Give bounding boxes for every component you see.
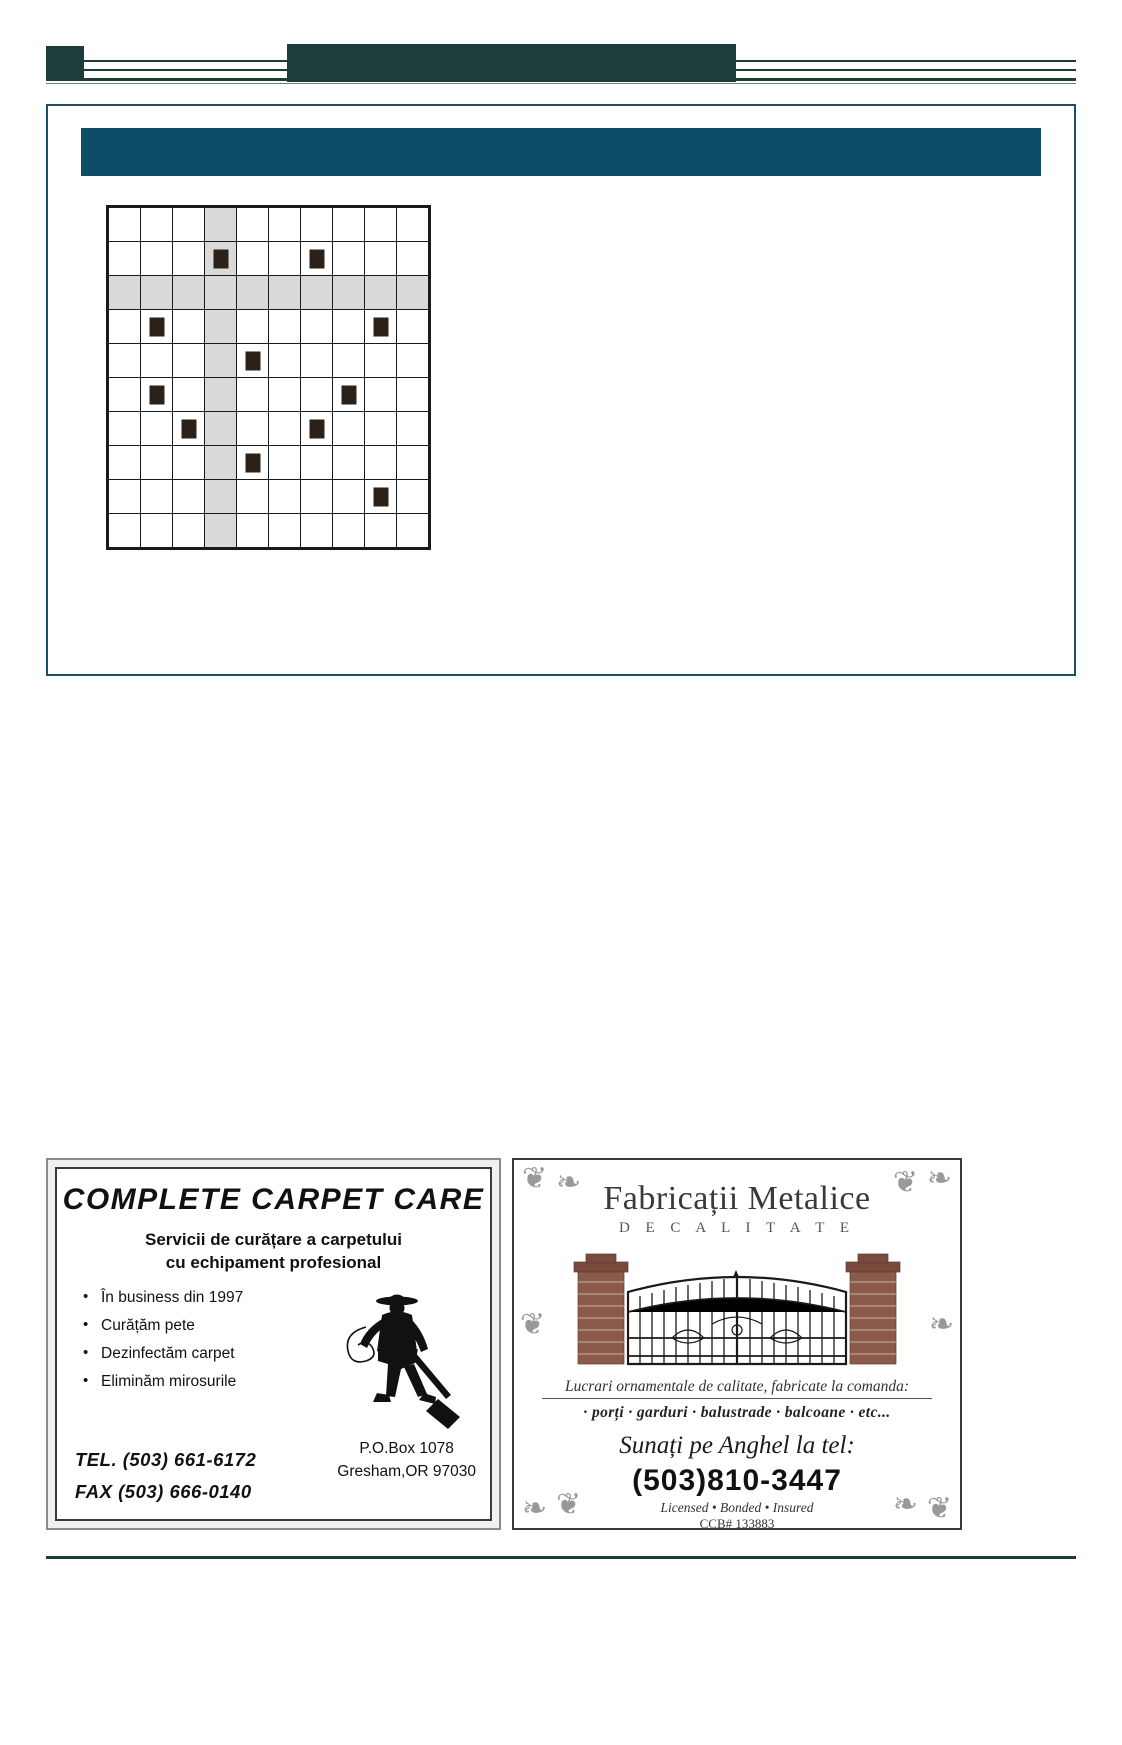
crossword-cell[interactable] [301, 344, 332, 377]
ad-metal-subtitle: D E C A L I T A T E [618, 1220, 856, 1236]
carpet-cleaner-silhouette-icon [278, 1281, 468, 1431]
footer-rule [46, 1556, 1076, 1559]
crossword-cell[interactable] [205, 276, 236, 309]
crossword-cell[interactable] [397, 310, 428, 343]
crossword-cell[interactable] [141, 378, 172, 411]
crossword-cell[interactable] [109, 378, 140, 411]
ad-complete-carpet-care [46, 1158, 501, 1530]
crossword-cell[interactable] [141, 480, 172, 513]
crossword-cell[interactable] [365, 242, 396, 275]
crossword-cell[interactable] [237, 242, 268, 275]
list-item: • Dezinfectăm carpet [83, 1345, 490, 1363]
crossword-cell[interactable] [237, 446, 268, 479]
crossword-cell[interactable] [333, 378, 364, 411]
crossword-cell[interactable] [269, 446, 300, 479]
crossword-cell[interactable] [301, 446, 332, 479]
crossword-block-marker [309, 249, 324, 268]
crossword-cell[interactable] [141, 344, 172, 377]
crossword-cell[interactable] [173, 242, 204, 275]
header-block-small [46, 46, 84, 78]
crossword-cell[interactable] [397, 378, 428, 411]
crossword-block-marker [213, 249, 228, 268]
flourish-icon: ❦ [556, 1488, 582, 1521]
crossword-cell[interactable] [141, 208, 172, 241]
crossword-block-marker [309, 419, 324, 438]
crossword-cell[interactable] [173, 446, 204, 479]
crossword-cell[interactable] [365, 514, 396, 547]
crossword-cell[interactable] [205, 242, 236, 275]
ad-carpet-subtitle-line1: Servicii de curățare a carpetului [144, 1230, 402, 1249]
crossword-block-marker [341, 385, 356, 404]
crossword-cell[interactable] [109, 242, 140, 275]
crossword-cell[interactable] [237, 480, 268, 513]
ad-metal-ccb: CCB# 133883 [699, 1516, 775, 1530]
flourish-icon: ❧ [928, 1308, 954, 1341]
ad-metal-title: Fabricații Metalice [603, 1180, 871, 1217]
crossword-cell[interactable] [109, 480, 140, 513]
crossword-grid[interactable] [106, 205, 431, 550]
ad-carpet-address [337, 1438, 476, 1483]
crossword-block-marker [373, 317, 388, 336]
flourish-icon: ❧ [556, 1166, 582, 1199]
crossword-cell[interactable] [397, 344, 428, 377]
crossword-cell[interactable] [301, 480, 332, 513]
crossword-cell[interactable] [141, 310, 172, 343]
crossword-cell[interactable] [205, 344, 236, 377]
list-item: • În business din 1997 [83, 1289, 490, 1307]
crossword-cell[interactable] [365, 378, 396, 411]
crossword-cell[interactable] [109, 514, 140, 547]
crossword-cell[interactable] [109, 310, 140, 343]
crossword-cell[interactable] [333, 310, 364, 343]
crossword-cell[interactable] [333, 208, 364, 241]
panel-title-bar [81, 128, 1041, 176]
crossword-cell[interactable] [365, 344, 396, 377]
crossword-cell[interactable] [365, 208, 396, 241]
crossword-block-marker [181, 419, 196, 438]
crossword-cell[interactable] [141, 446, 172, 479]
ad-metal-phone: (503)810-3447 [632, 1464, 842, 1497]
crossword-cell[interactable] [397, 480, 428, 513]
ad-carpet-subtitle-line2: cu echipament profesional [165, 1252, 382, 1272]
crossword-cell[interactable] [269, 344, 300, 377]
list-item: • Curățăm pete [83, 1317, 490, 1335]
ad-metal-licensed: Licensed • Bonded • Insured [660, 1500, 814, 1515]
crossword-cell[interactable] [269, 378, 300, 411]
crossword-cell[interactable] [333, 344, 364, 377]
crossword-cell[interactable] [269, 242, 300, 275]
flourish-icon: ❦ [892, 1166, 918, 1199]
flourish-icon: ❧ [522, 1492, 548, 1525]
crossword-cell[interactable] [333, 242, 364, 275]
crossword-cell[interactable] [237, 276, 268, 309]
crossword-cell[interactable] [173, 344, 204, 377]
crossword-cell[interactable] [397, 446, 428, 479]
ad-metal-services: · porți · garduri · balustrade · balcoane · etc... [583, 1404, 891, 1421]
ad-metal-divider [542, 1398, 932, 1399]
ad-metal-call-text: Sunați pe Anghel la tel: [619, 1432, 855, 1459]
crossword-cell[interactable] [237, 208, 268, 241]
crossword-cell[interactable] [141, 514, 172, 547]
crossword-cell[interactable] [301, 310, 332, 343]
crossword-cell[interactable] [269, 514, 300, 547]
crossword-cell[interactable] [269, 310, 300, 343]
crossword-cell[interactable] [333, 412, 364, 445]
ornamental-gate-illustration-icon [572, 1252, 902, 1372]
crossword-cell[interactable] [333, 276, 364, 309]
crossword-cell[interactable] [109, 446, 140, 479]
ad-carpet-inner-frame [55, 1167, 492, 1521]
crossword-cell[interactable] [205, 446, 236, 479]
ad-fabricatii-metalice [512, 1158, 962, 1530]
crossword-cell[interactable] [365, 480, 396, 513]
crossword-cell[interactable] [237, 412, 268, 445]
crossword-cell[interactable] [333, 514, 364, 547]
crossword-cell[interactable] [173, 276, 204, 309]
crossword-cell[interactable] [397, 242, 428, 275]
ad-carpet-city: Gresham,OR 97030 [337, 1462, 476, 1480]
crossword-cell[interactable] [269, 276, 300, 309]
crossword-cell[interactable] [301, 242, 332, 275]
crossword-cell[interactable] [301, 276, 332, 309]
crossword-cell[interactable] [397, 514, 428, 547]
crossword-cell[interactable] [173, 514, 204, 547]
ad-carpet-subtitle [57, 1229, 490, 1275]
crossword-cell[interactable] [301, 514, 332, 547]
crossword-cell[interactable] [173, 310, 204, 343]
ad-carpet-po-box: P.O.Box 1078 [359, 1440, 454, 1458]
crossword-cell[interactable] [205, 208, 236, 241]
crossword-cell[interactable] [397, 276, 428, 309]
crossword-cell[interactable] [205, 514, 236, 547]
header-rule-thin [46, 83, 1076, 84]
crossword-cell[interactable] [205, 310, 236, 343]
crossword-cell[interactable] [365, 446, 396, 479]
header-double-rule-right [736, 60, 1076, 71]
crossword-cell[interactable] [397, 208, 428, 241]
crossword-block-marker [149, 385, 164, 404]
crossword-cell[interactable] [237, 514, 268, 547]
crossword-cell[interactable] [237, 378, 268, 411]
crossword-cell[interactable] [109, 208, 140, 241]
header-rule-thick [46, 78, 1076, 81]
flourish-icon: ❦ [522, 1162, 548, 1195]
crossword-cell[interactable] [109, 344, 140, 377]
ad-metal-tagline: Lucrari ornamentale de calitate, fabricate la comanda: [565, 1378, 909, 1395]
crossword-cell[interactable] [269, 480, 300, 513]
crossword-cell[interactable] [205, 412, 236, 445]
crossword-cell[interactable] [173, 412, 204, 445]
flourish-icon: ❧ [892, 1488, 918, 1521]
crossword-cell[interactable] [269, 412, 300, 445]
flourish-icon: ❦ [926, 1492, 952, 1525]
crossword-cell[interactable] [141, 242, 172, 275]
crossword-cell[interactable] [141, 412, 172, 445]
crossword-block-marker [245, 453, 260, 472]
crossword-cell[interactable] [333, 446, 364, 479]
crossword-cell[interactable] [365, 412, 396, 445]
crossword-cell[interactable] [365, 310, 396, 343]
crossword-cell[interactable] [205, 480, 236, 513]
crossword-cell[interactable] [109, 276, 140, 309]
crossword-cell[interactable] [173, 480, 204, 513]
crossword-cell[interactable] [333, 480, 364, 513]
ad-carpet-telephone: TEL. (503) 661-6172 [75, 1449, 257, 1470]
ad-carpet-fax: FAX (503) 666-0140 [75, 1481, 252, 1502]
header-double-rule-left [84, 60, 287, 71]
crossword-block-marker [149, 317, 164, 336]
ad-carpet-title: COMPLETE CARPET CARE [62, 1183, 485, 1216]
crossword-block-marker [373, 487, 388, 506]
crossword-cell[interactable] [109, 412, 140, 445]
crossword-cell[interactable] [269, 208, 300, 241]
flourish-icon: ❧ [926, 1162, 952, 1195]
list-item: • Eliminăm mirosurile [83, 1373, 490, 1391]
crossword-cell[interactable] [205, 378, 236, 411]
crossword-cell[interactable] [301, 378, 332, 411]
crossword-block-marker [245, 351, 260, 370]
crossword-cell[interactable] [141, 276, 172, 309]
crossword-cell[interactable] [237, 310, 268, 343]
crossword-cell[interactable] [397, 412, 428, 445]
flourish-icon: ❦ [520, 1308, 546, 1341]
crossword-cell[interactable] [173, 378, 204, 411]
crossword-cell[interactable] [301, 208, 332, 241]
header-block-large [287, 44, 736, 82]
crossword-cell[interactable] [173, 208, 204, 241]
crossword-cell[interactable] [365, 276, 396, 309]
crossword-cell[interactable] [237, 344, 268, 377]
crossword-cell[interactable] [301, 412, 332, 445]
